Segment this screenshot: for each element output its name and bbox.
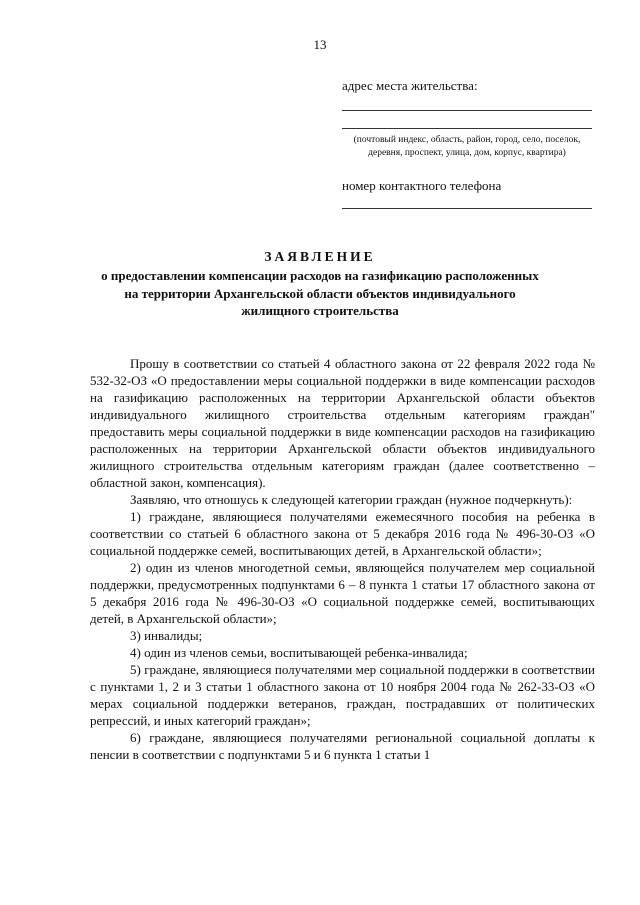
list-item-2: 2) один из членов многодетной семьи, являющейся получателем мер социальной поддержки, предусмотренных подпунктами 6 – 8 пункта 1 статьи 17 областного закона от 5 декабря 2016 года № 496-30-ОЗ «О социальной поддержке семей, воспитывающих детей, в Архангельской области»;: [90, 560, 595, 626]
page-number: 13: [313, 37, 327, 52]
list-item-6: 6) граждане, являющиеся получателями региональной социальной доплаты к пенсии в соответствии с подпунктами 5 и 6 пункта 1 статьи 1: [90, 730, 595, 762]
address-line-2: [342, 128, 592, 129]
document-body: [90, 355, 595, 763]
list-item-3: 3) инвалиды;: [130, 628, 203, 643]
document-subtitle: о предоставлении компенсации расходов на газификацию расположенных на территории Архангельской области объектов индивидуального жилищного строительства: [101, 268, 539, 318]
phone-line: [342, 208, 592, 209]
address-block: [342, 78, 592, 160]
document-title: ЗАЯВЛЕНИЕ: [264, 249, 376, 264]
phone-label: номер контактного телефона: [342, 178, 502, 193]
paragraph-request: Прошу в соответствии со статьей 4 областного закона от 22 февраля 2022 года № 532-32-ОЗ «О предоставлении меры социальной поддержки в виде компенсации расходов на газификацию расположенных на территории Архангельской области объектов индивидуального жилищного строительства отдельным категориям граждан" предоставить меры социальной поддержки в виде компенсации расходов на газификацию расположенных на территории Архангельской области объектов индивидуального жилищного строительства отдельным категориям граждан (далее соответственно – областной закон, компенсация).: [90, 356, 595, 490]
address-label: адрес места жительства:: [342, 78, 478, 93]
address-line-1: [342, 110, 592, 111]
list-item-5: 5) граждане, являющиеся получателями мер социальной поддержки в соответствии с пунктами 1, 2 и 3 статьи 1 областного закона от 10 ноября 2004 года № 262-33-ОЗ «О мерах социальной поддержки ветеранов, граждан, пострадавших от политических репрессий, и иных категорий граждан»;: [90, 662, 595, 728]
paragraph-category-intro: Заявляю, что отношусь к следующей категории граждан (нужное подчеркнуть):: [130, 492, 573, 507]
list-item-4: 4) один из членов семьи, воспитывающей ребенка-инвалида;: [130, 645, 468, 660]
list-item-1: 1) граждане, являющиеся получателями ежемесячного пособия на ребенка в соответствии со статьей 6 областного закона от 5 декабря 2016 года № 496-30-ОЗ «О социальной поддержке семей, воспитывающих детей, в Архангельской области»;: [90, 509, 595, 558]
address-hint: (почтовый индекс, область, район, город, село, поселок, деревня, проспект, улица, дом, корпус, квартира): [353, 135, 581, 158]
